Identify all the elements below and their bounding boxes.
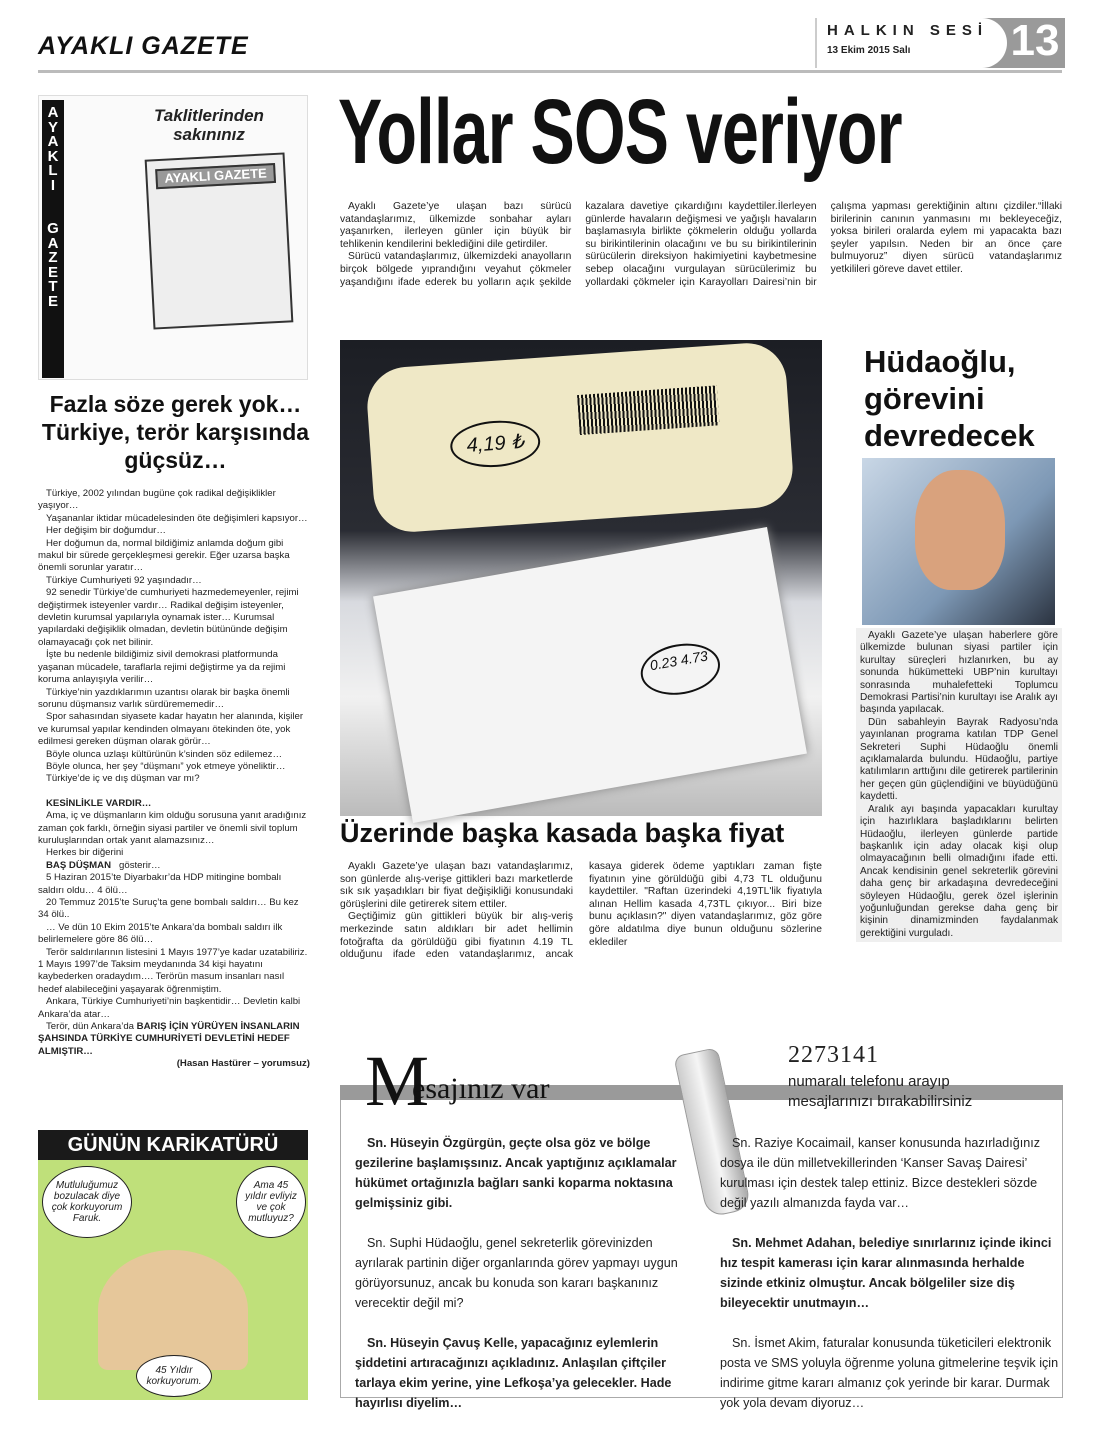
messages-left-column — [355, 1133, 700, 1433]
paragraph: Böyle olunca uzlaşı kültürünün k’sinden söz edilemez… — [46, 748, 283, 760]
paragraph: Yaşananlar iktidar mücadelesinden öte değişimleri kapsıyor… — [46, 512, 308, 524]
bold-phrase: BARIŞ İÇİN YÜRÜYEN İNSANLARIN ŞAHSINDA TÜRKİYE CUMHURİYETİ DEVLETİNİ HEDEF ALMIŞTIR… — [38, 1021, 300, 1057]
main-headline: Yollar SOS veriyor — [338, 81, 902, 183]
price-circle: 0.23 4.73 — [637, 638, 724, 701]
cartoon-box — [38, 1130, 308, 1400]
paragraph: Her doğumun da, normal bildiğimiz anlamda doğum gibi makul bir sürede gerçekleşmesi gerekir. Eğer uzarsa başka önemli sorunlar yaratır… — [38, 537, 290, 574]
logo-letter: K — [47, 147, 59, 165]
paragraph: Ayaklı Gazete’ye ulaşan haberlere göre ülkemizde bulunan siyasi partiler için kurultay süreçleri hızlanırken, bu ay sonunda hükümetteki UBP’nin kurultayı sonrasında muhalefetteki Toplumcu Demokrasi Partisi’nin kurultayı ise Aralık ayı başında yapılacak. — [860, 630, 1058, 716]
price-article-body — [340, 861, 822, 962]
message: Sn. Hüseyin Çavuş Kelle, yapacağınız eylemlerin şiddetini artıracağınızı açıkladınız. Anlaşılan çiftçiler tarlaya ekim yerine, yine Lefkoşa’ya gelecekler. Hade hayırlısı diyelim… — [355, 1336, 672, 1410]
side-article-body — [856, 628, 1062, 942]
side-headline: Hüdaoğlu, görevini devredecek — [864, 344, 1035, 453]
paragraph: Böyle olunca, her şey “düşmanı” yok etmeye yöneliktir… — [46, 760, 286, 772]
logo-letter: E — [47, 263, 58, 281]
newspaper-drawing — [145, 152, 294, 329]
paragraph: 92 senedir Türkiye’de cumhuriyeti hazmedemeyenler, rejimi değiştirmek isteyenler vardır… Radikal değişim isteyenler, devletin kurumsal yapılarıyla oynamak ister… Kurumsal yapılardaki değişiklik olmadan, devletin bütününde değişim olamayacağı çok net bilinir. — [38, 587, 299, 648]
logo-sign: AYAKLI GAZETE — [155, 163, 276, 189]
paragraph: 5 Haziran 2015’te Diyarbakır’da HDP mitingine bombalı saldırı oldu… 4 ölü… — [38, 872, 282, 896]
paragraph: Geçtiğimiz gün gittikleri büyük bir alış-veriş merkezinde satın aldıkları bir adet hellimin fotoğrafta da görüldüğü gibi fiyatının 4.19 TL olduğunu ifade eden vatandaşlarımız, ancak kasaya giderek ödeme yaptıkları zaman fişte fiyatının yine görüldüğü gibi 4,73 TL olduğunu kaydettiler. "Raftan üzerindeki 4,19TL'lik fiyatıyla alınan Hellim kasada 4,73TL çıkıyor... Biri bize bunu açıklasın?" diyen vatandaşlarımız, göz göre göre aldatılma diye bunun olduğunu sözlerine eklediler — [340, 861, 822, 961]
header-rule — [38, 70, 1062, 73]
logo-letter: L — [48, 162, 58, 179]
paragraph: Ama, iç ve düşmanların kim olduğu sorusuna yanıt aradığınız zaman çok farklı, örneğin siyasi partiler ve önemli sivil toplum kuruluşlarından ortak yanıt alamazsınız… — [38, 810, 307, 846]
logo-letter: A — [47, 104, 59, 121]
paragraph: Her değişim bir doğumdur… — [46, 525, 166, 537]
vertical-logo-strip — [42, 100, 64, 378]
hellim-package — [365, 341, 795, 535]
cartoon-title: GÜNÜN KARİKATÜRÜ — [38, 1130, 308, 1160]
phone-instructions — [788, 1072, 972, 1112]
portrait-face — [915, 470, 1005, 590]
paragraph: … Ve dün 10 Ekim 2015’te Ankara’da bombalı saldırı ilk belirlemelere göre 86 ölü… — [38, 921, 283, 946]
column-headline: Fazla söze gerek yok… Türkiye, terör karşısında güçsüz… — [41, 391, 310, 473]
message: Sn. Mehmet Adahan, belediye sınırlarınız içinde ikinci hız tespit kamerası için karar alınmasında herhalde sizinde etkiniz olmuştur. Ancak bölgeliler size diş bileyecektir unutmayın… — [720, 1236, 1052, 1310]
ayakli-gazete-logo-illustration — [38, 95, 308, 380]
paragraph: Türkiye’nin yazdıklarımın uzantısı olarak bir başka önemli sorunu düşmansız varlık sürdürememedir… — [38, 686, 290, 710]
paragraph: 20 Temmuz 2015’te Suruç’ta gene bombalı saldırı… Bu kez 34 ölü.. — [38, 897, 299, 921]
logo-letter: I — [50, 176, 56, 194]
barcode — [577, 385, 719, 435]
paragraph: Türkiye Cumhuriyeti 92 yaşındadır… — [46, 574, 202, 586]
author-signature: (Hasan Hastürer – yorumsuz) — [176, 1058, 310, 1070]
message: Sn. Raziye Kocaimail, kanser konusunda hazırladığınız dosya ile dün milletvekillerinden ‘Kanser Savaş Dairesi’ kurulması için destek talep ettiniz. Bizce destekleri sözde değil yazılı almanızda fayda var… — [720, 1136, 1041, 1210]
column-body — [38, 488, 310, 1071]
paragraph: Türkiye’de iç ve dış düşman var mı? — [46, 773, 200, 785]
paragraph: Sürücü vatandaşlarımız, ülkemizdeki anayolların birçok bölgede yıprandığını veyahut çökmeler yaşandığını ifade ederek bu yolların açık şekilde kazalara davetiye çıkardığını kaydettiler.İlerleyen günlerde havaların değişmesi ve yağışlı havaların başlamasıyla birlikte çökmelerin olduğu yollarda su birikintilerinin olacağını ve bu su birikintilerinin sürücülerin direksiyon hakimiyetini kaybetmesine sebep olacağını vurgulayan sürücülerimiz bu yollardaki çökmeler için Karayolları Dairesi’nin bir çalışma yapması gerektiğinin altını çizdiler.“İllaki birilerinin canının yanmasını mı bekleyeceğiz, yoksa birileri oralarda eylem mi yapacakta bazı şeyler yapılsın. Neden bir an önce çare bulmuyoruz” diyen sürücü vatandaşlarımız yetkilileri göreve davet ettiler. — [340, 201, 1062, 288]
message: Sn. İsmet Akim, faturalar konusunda tüketicileri elektronik posta ve SMS yoluyla öğrenme yoluna gitmelerine teşvik için indirime gitme kararı almanız çok yerinde bir karar. Durmak yok yola devam diyoruz… — [720, 1336, 1059, 1410]
paragraph: Herkes bir diğerini — [46, 847, 124, 859]
message: Sn. Hüseyin Özgürgün, geçte olsa göz ve bölge gezilerine başlamışsınız. Ancak yaptığınız açıklamalar hükümet ortağınızla bağları sanki koparma noktasına gelmişsiniz gibi. — [355, 1136, 677, 1210]
logo-slogan: Taklitlerinden sakınınız — [154, 106, 264, 144]
paper-name: HALKIN SESİ — [827, 22, 989, 39]
paragraph — [38, 860, 310, 872]
paragraph: İşte bu nedenle bildiğimiz sivil demokrasi platformunda yaşanan mücadele, taraflarla rejimi değiştirme ya da rejimi koruma anlayışıyla verilir… — [38, 649, 286, 686]
page-number: 13 — [1010, 16, 1060, 65]
main-article-body — [340, 201, 1062, 289]
logo-letter: G — [47, 220, 59, 237]
logo-letter: Y — [47, 118, 58, 136]
speech-bubble: 45 Yıldır korkuyorum. — [136, 1355, 212, 1397]
section-title: AYAKLI GAZETE — [38, 32, 249, 60]
messages-title: esajınız var — [412, 1072, 550, 1105]
logo-letter: T — [48, 278, 58, 295]
speech-bubble: Mutluluğumuz bozulacak diye çok korkuyorum Faruk. — [42, 1166, 132, 1238]
paragraph: Spor sahasından siyasete kadar hayatın her alanında, kişiler ve kurumsal yapılar kendinden olmayanı ötekinden öte, yok edilmesi gereken düşman olarak görür… — [38, 711, 304, 748]
bold-phrase: BAŞ DÜŞMAN — [46, 859, 112, 871]
paragraph: Ankara, Türkiye Cumhuriyeti’nin başkentidir… Devletin kalbi Ankara’da atar… — [38, 996, 301, 1020]
couple-on-bench-drawing — [98, 1250, 248, 1370]
paragraph: Türkiye, 2002 yılından bugüne çok radikal değişiklikler yaşıyor… — [38, 488, 276, 512]
bold-statement: KESİNLİKLE VARDIR… — [46, 797, 152, 809]
messages-title-initial: M — [365, 1041, 430, 1121]
phone-number: 2273141 — [788, 1042, 879, 1068]
paragraph: Terör saldırılarının listesini 1 Mayıs 1977’ye kadar uzatabiliriz. 1 Mayıs 1997’de Taksim meydanında 34 kişi hayatını kaybederken oradaydım…. Terörün masum insanları nasıl hedef alabileceğini yaşayarak öğrenmiştim. — [38, 946, 308, 995]
masthead — [815, 18, 1007, 68]
text: numaralı telefonu arayıp — [788, 1073, 950, 1090]
text: mesajlarınızı bırakabilirsiniz — [788, 1093, 973, 1110]
logo-letter: A — [47, 133, 59, 150]
paragraph — [38, 1021, 310, 1058]
paragraph: Aralık ayı başında yapacakları kurultay için hazırlıklara başladıklarını belirten Hüdaoğlu, ilerleyen günlerde partide başkanlık için aday olacak kişi olup olmayacağının belli olmadığını ifade etti. Ancak kendisinin genel sekreterlik görevini daha genç bir arkadaşına devredeceğini söyleyen Hüdaoğlu, gerek özel işlerinin yoğunluğundan gerekse daha genç bir kişinin dinamizminden faydalanmak gerektiğini vurguladı. — [860, 803, 1058, 939]
text: gösterir… — [119, 859, 161, 871]
paragraph: Ayaklı Gazete’ye ulaşan bazı vatandaşlarımız, son günlerde alış-verişe gittikleri bazı marketlerde sık sık yaşadıkları bir fiyat değişikliği konusundaki görüşlerini dile getirerek sitem ettiler. — [340, 861, 573, 910]
paragraph: Ayaklı Gazete’ye ulaşan bazı sürücü vatandaşlarımız, ülkemizde sonbahar ayları yaşanırken, ilerleyen günler için büyük bir tehlikenin kendilerini beklediğini dile getirdiler. — [340, 201, 572, 250]
paragraph: Dün sabahleyin Bayrak Radyosu’nda yayınlanan programa katılan TDP Genel Sekreteri Suphi Hüdaoğlu önemli açıklamalarda bulundu. Hüdaoğlu, partiye katılımların arttığını dile getirerek partilerinin her geçen gün güçlendiğini ve büyüdüğünü kaydetti. — [860, 716, 1058, 803]
messages-right-column — [720, 1133, 1060, 1433]
message: Sn. Suphi Hüdaoğlu, genel sekreterlik görevinizden ayrılarak partinin diğer organlarında görev yapmayı uygun görüyorsunuz, ancak bu konuda son kararı başkanınız verecektir değil mi? — [355, 1236, 678, 1310]
logo-letter: A — [47, 234, 59, 252]
logo-letter: E — [47, 292, 58, 310]
price-circle: 4,19 ₺ — [449, 418, 542, 470]
issue-date: 13 Ekim 2015 Salı — [827, 45, 911, 56]
logo-letter: Z — [48, 249, 58, 266]
text: Terör, dün Ankara’da — [46, 1021, 137, 1033]
speech-bubble: Ama 45 yıldır evliyiz ve çok mutluyuz? — [236, 1166, 306, 1238]
price-headline: Üzerinde başka kasada başka fiyat — [340, 818, 785, 848]
